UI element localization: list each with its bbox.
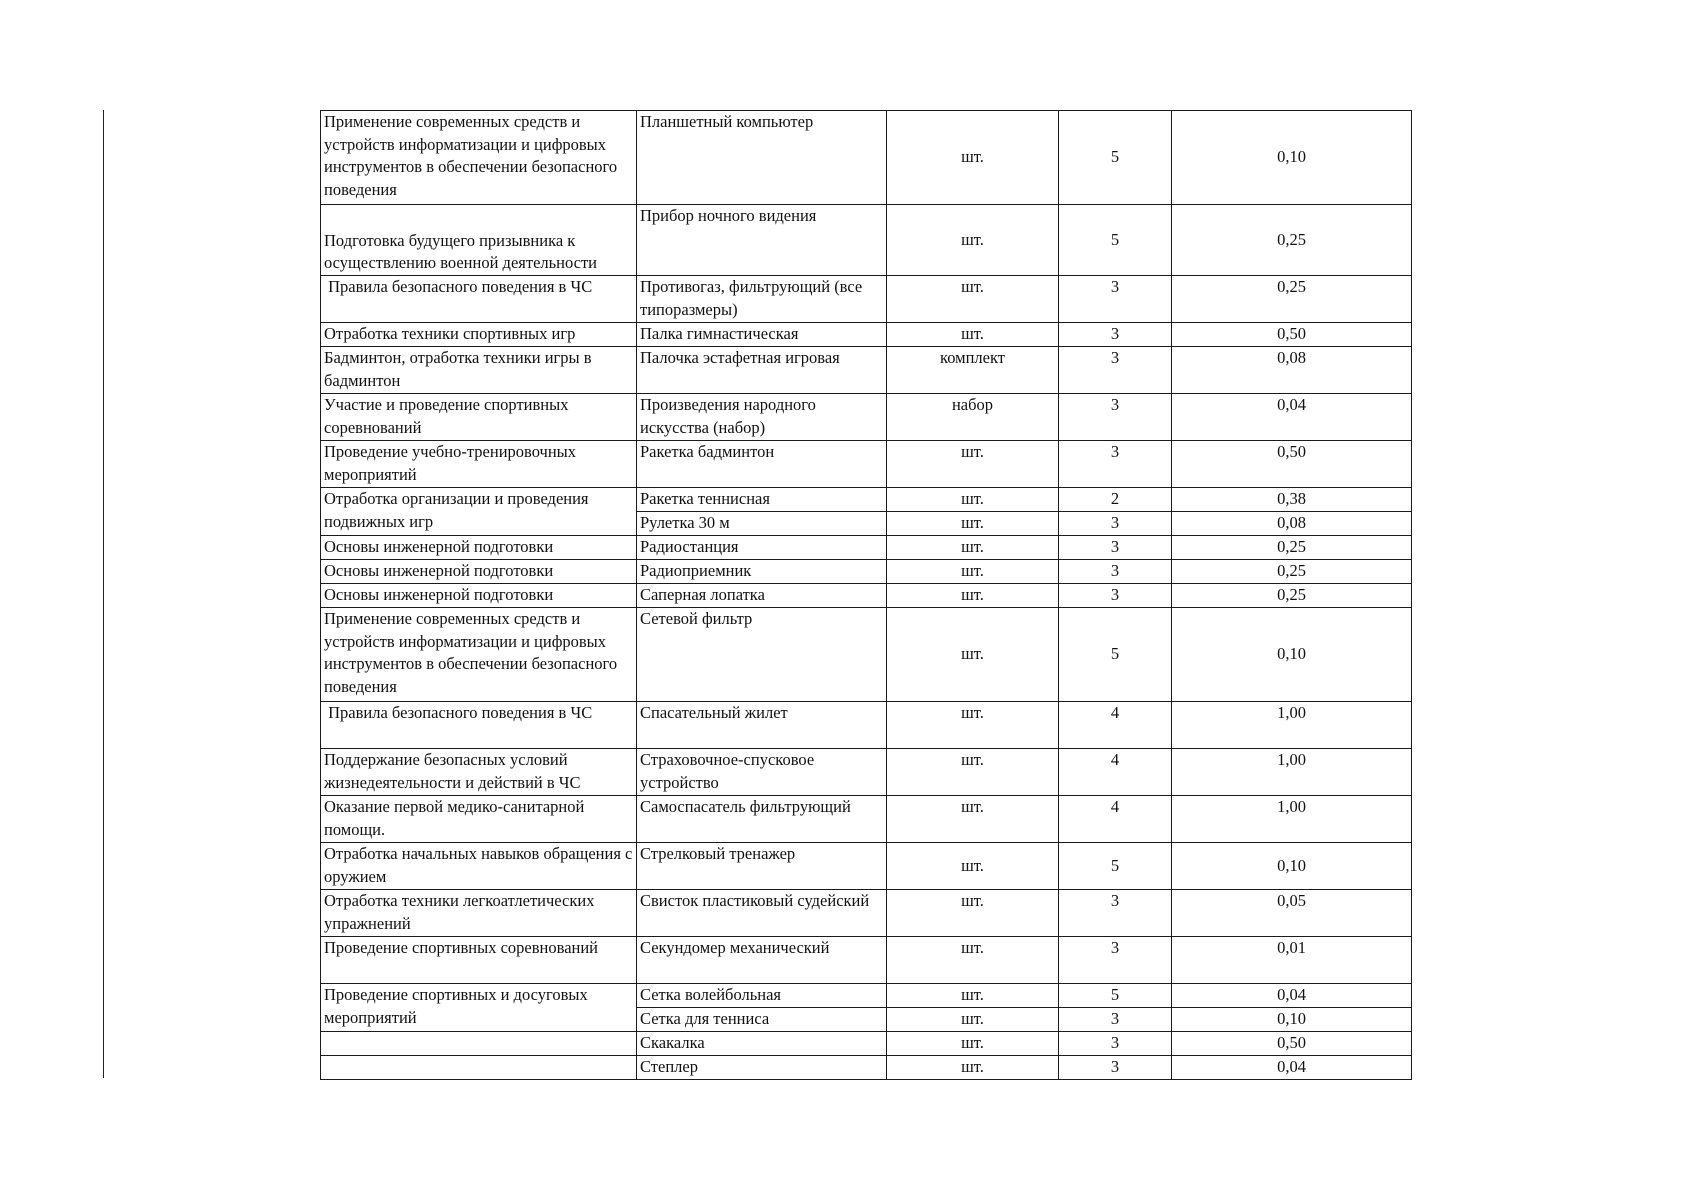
item-cell: Радиостанция: [637, 536, 887, 560]
table-row: [321, 1056, 1412, 1080]
norm-cell: 0,25: [1172, 205, 1412, 276]
norm-cell: 0,10: [1172, 608, 1412, 702]
quantity-cell: 3: [1059, 536, 1172, 560]
activity-cell: Участие и проведение спортивных соревнований: [321, 394, 637, 441]
table-row: [321, 608, 1412, 702]
unit-cell: шт.: [887, 843, 1059, 890]
item-cell: Произведения народного искусства (набор): [637, 394, 887, 441]
activity-cell: Поддержание безопасных условий жизнедеятельности и действий в ЧС: [321, 749, 637, 796]
table-row: [321, 560, 1412, 584]
norm-cell: 0,50: [1172, 1032, 1412, 1056]
item-cell: Свисток пластиковый судейский: [637, 890, 887, 937]
left-margin-line: [103, 110, 104, 1078]
item-cell: Противогаз, фильтрующий (все типоразмеры): [637, 276, 887, 323]
activity-cell: Правила безопасного поведения в ЧС: [321, 276, 637, 323]
norm-cell: 0,25: [1172, 560, 1412, 584]
norm-cell: 0,08: [1172, 512, 1412, 536]
item-cell: Планшетный компьютер: [637, 111, 887, 205]
unit-cell: шт.: [887, 111, 1059, 205]
quantity-cell: 5: [1059, 111, 1172, 205]
item-cell: Радиоприемник: [637, 560, 887, 584]
norm-cell: 0,25: [1172, 536, 1412, 560]
quantity-cell: 3: [1059, 1008, 1172, 1032]
item-cell: Ракетка бадминтон: [637, 441, 887, 488]
quantity-cell: 5: [1059, 608, 1172, 702]
quantity-cell: 3: [1059, 1032, 1172, 1056]
table-row: [321, 536, 1412, 560]
norm-cell: 0,25: [1172, 584, 1412, 608]
norm-cell: 1,00: [1172, 796, 1412, 843]
item-cell: Прибор ночного видения: [637, 205, 887, 276]
norm-cell: 1,00: [1172, 702, 1412, 749]
activity-cell: Проведение учебно-тренировочных мероприятий: [321, 441, 637, 488]
item-cell: Палка гимнастическая: [637, 323, 887, 347]
activity-cell: Отработка начальных навыков обращения с оружием: [321, 843, 637, 890]
norm-cell: 0,04: [1172, 394, 1412, 441]
quantity-cell: 3: [1059, 560, 1172, 584]
quantity-cell: 3: [1059, 394, 1172, 441]
activity-cell: Применение современных средств и устройств информатизации и цифровых инструментов в обеспечении безопасного поведения: [321, 111, 637, 205]
activity-cell: Основы инженерной подготовки: [321, 536, 637, 560]
unit-cell: шт.: [887, 749, 1059, 796]
norm-cell: 0,10: [1172, 111, 1412, 205]
quantity-cell: 3: [1059, 584, 1172, 608]
table-row: [321, 441, 1412, 488]
activity-cell: Правила безопасного поведения в ЧС: [321, 702, 637, 749]
table-row: [321, 394, 1412, 441]
unit-cell: шт.: [887, 1008, 1059, 1032]
norm-cell: 0,10: [1172, 1008, 1412, 1032]
quantity-cell: 3: [1059, 441, 1172, 488]
activity-cell: Проведение спортивных и досуговых мероприятий: [321, 984, 637, 1032]
unit-cell: набор: [887, 394, 1059, 441]
table-row: [321, 488, 1412, 512]
unit-cell: шт.: [887, 1032, 1059, 1056]
unit-cell: шт.: [887, 276, 1059, 323]
table-row: [321, 205, 1412, 276]
activity-cell: Подготовка будущего призывника к осуществлению военной деятельности: [321, 205, 637, 276]
norm-cell: 0,25: [1172, 276, 1412, 323]
activity-cell: [321, 1032, 637, 1056]
quantity-cell: 5: [1059, 205, 1172, 276]
quantity-cell: 3: [1059, 937, 1172, 984]
unit-cell: шт.: [887, 890, 1059, 937]
table-row: [321, 323, 1412, 347]
quantity-cell: 4: [1059, 749, 1172, 796]
table-row: [321, 890, 1412, 937]
unit-cell: шт.: [887, 702, 1059, 749]
equipment-table: [320, 110, 1412, 1080]
quantity-cell: 3: [1059, 512, 1172, 536]
unit-cell: шт.: [887, 512, 1059, 536]
activity-cell: Применение современных средств и устройств информатизации и цифровых инструментов в обеспечении безопасного поведения: [321, 608, 637, 702]
norm-cell: 0,01: [1172, 937, 1412, 984]
unit-cell: шт.: [887, 937, 1059, 984]
item-cell: Страховочное-спусковое устройство: [637, 749, 887, 796]
item-cell: Скакалка: [637, 1032, 887, 1056]
norm-cell: 1,00: [1172, 749, 1412, 796]
unit-cell: комплект: [887, 347, 1059, 394]
table-row: [321, 843, 1412, 890]
norm-cell: 0,04: [1172, 984, 1412, 1008]
activity-cell: Основы инженерной подготовки: [321, 560, 637, 584]
table-row: [321, 702, 1412, 749]
activity-cell: Бадминтон, отработка техники игры в бадминтон: [321, 347, 637, 394]
activity-cell: Проведение спортивных соревнований: [321, 937, 637, 984]
norm-cell: 0,10: [1172, 843, 1412, 890]
norm-cell: 0,05: [1172, 890, 1412, 937]
item-cell: Стрелковый тренажер: [637, 843, 887, 890]
unit-cell: шт.: [887, 796, 1059, 843]
item-cell: Саперная лопатка: [637, 584, 887, 608]
item-cell: Ракетка теннисная: [637, 488, 887, 512]
norm-cell: 0,50: [1172, 441, 1412, 488]
unit-cell: шт.: [887, 984, 1059, 1008]
item-cell: Сетка волейбольная: [637, 984, 887, 1008]
activity-cell: Оказание первой медико-санитарной помощи.: [321, 796, 637, 843]
item-cell: Рулетка 30 м: [637, 512, 887, 536]
table-row: [321, 796, 1412, 843]
item-cell: Секундомер механический: [637, 937, 887, 984]
unit-cell: шт.: [887, 488, 1059, 512]
activity-cell: [321, 1056, 637, 1080]
activity-cell: Основы инженерной подготовки: [321, 584, 637, 608]
quantity-cell: 3: [1059, 347, 1172, 394]
table-row: [321, 111, 1412, 205]
unit-cell: шт.: [887, 441, 1059, 488]
table-row: [321, 984, 1412, 1008]
item-cell: Спасательный жилет: [637, 702, 887, 749]
item-cell: Палочка эстафетная игровая: [637, 347, 887, 394]
item-cell: Сетевой фильтр: [637, 608, 887, 702]
quantity-cell: 5: [1059, 984, 1172, 1008]
norm-cell: 0,04: [1172, 1056, 1412, 1080]
unit-cell: шт.: [887, 323, 1059, 347]
unit-cell: шт.: [887, 1056, 1059, 1080]
quantity-cell: 5: [1059, 843, 1172, 890]
table-row: [321, 749, 1412, 796]
quantity-cell: 2: [1059, 488, 1172, 512]
table-row: [321, 276, 1412, 323]
quantity-cell: 3: [1059, 1056, 1172, 1080]
norm-cell: 0,08: [1172, 347, 1412, 394]
table-row: [321, 347, 1412, 394]
activity-cell: Отработка организации и проведения подвижных игр: [321, 488, 637, 536]
quantity-cell: 3: [1059, 323, 1172, 347]
item-cell: Сетка для тенниса: [637, 1008, 887, 1032]
norm-cell: 0,50: [1172, 323, 1412, 347]
unit-cell: шт.: [887, 584, 1059, 608]
quantity-cell: 4: [1059, 702, 1172, 749]
table-row: [321, 937, 1412, 984]
equipment-table-body: [321, 111, 1412, 1080]
unit-cell: шт.: [887, 536, 1059, 560]
quantity-cell: 4: [1059, 796, 1172, 843]
unit-cell: шт.: [887, 608, 1059, 702]
table-row: [321, 584, 1412, 608]
activity-cell: Отработка техники легкоатлетических упражнений: [321, 890, 637, 937]
activity-cell: Отработка техники спортивных игр: [321, 323, 637, 347]
quantity-cell: 3: [1059, 890, 1172, 937]
norm-cell: 0,38: [1172, 488, 1412, 512]
unit-cell: шт.: [887, 560, 1059, 584]
quantity-cell: 3: [1059, 276, 1172, 323]
item-cell: Степлер: [637, 1056, 887, 1080]
unit-cell: шт.: [887, 205, 1059, 276]
item-cell: Самоспасатель фильтрующий: [637, 796, 887, 843]
table-row: [321, 1032, 1412, 1056]
